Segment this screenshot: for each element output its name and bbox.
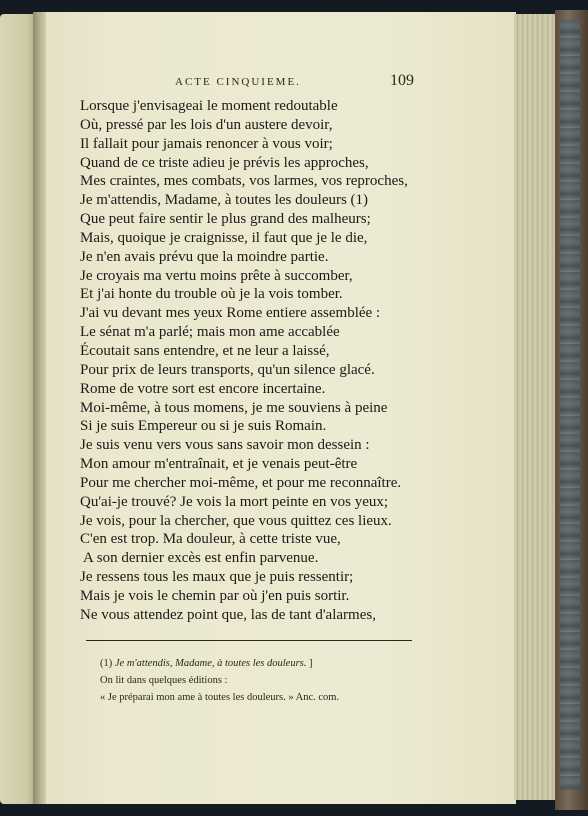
running-head: ACTE CINQUIEME. — [175, 76, 301, 88]
verse-line: Je ressens tous les maux que je puis ressentir; — [80, 569, 354, 586]
verse-line: Lorsque j'envisageai le moment redoutable — [80, 98, 338, 114]
verse-line: Il fallait pour jamais renoncer à vous voir; — [80, 135, 333, 152]
footnote-rule — [86, 640, 412, 641]
verse-line: Le sénat m'a parlé; mais mon ame accablée — [80, 324, 340, 341]
page-number: 109 — [390, 72, 414, 89]
verse-line: Je croyais ma vertu moins prête à succomber, — [80, 267, 353, 284]
verse-line: Je m'attendis, Madame, à toutes les douleurs (1) — [80, 192, 369, 209]
footnote-1 — [100, 655, 420, 672]
verse-line: Qu'ai-je trouvé? Je vois la mort peinte en vos yeux; — [80, 493, 389, 510]
verse-line: Mon amour m'entraînait, et je venais peut-être — [80, 456, 358, 473]
page-fore-edge — [514, 14, 556, 800]
footnote-marker: (1) — [100, 658, 113, 669]
verse-line: Rome de votre sort est encore incertaine. — [80, 380, 326, 397]
page-header — [80, 74, 414, 96]
verse-line: C'en est trop. Ma douleur, à cette triste vue, — [80, 531, 341, 548]
verse-line: Pour me chercher moi-même, et pour me reconnaître. — [80, 474, 402, 491]
verse-line: A son dernier excès est enfin parvenue. — [83, 550, 319, 567]
verse-line: Je suis venu vers vous sans savoir mon dessein : — [80, 437, 370, 454]
footnote-line: On lit dans quelques éditions : — [100, 675, 228, 686]
verse-line: Moi-même, à tous momens, je me souviens à peine — [80, 399, 388, 416]
verse-line: Mes craintes, mes combats, vos larmes, vos reproches, — [80, 173, 408, 190]
verse-line: Écoutait sans entendre, et ne leur a laissé, — [80, 342, 330, 359]
verse-line: Si je suis Empereur ou si je suis Romain. — [80, 418, 327, 435]
footnote-bracket: ] — [309, 658, 313, 669]
verse-line: Que peut faire sentir le plus grand des malheurs; — [80, 211, 371, 228]
verse-line: Je vois, pour la chercher, que vous quittez ces lieux. — [80, 512, 392, 529]
verse-line: Ne vous attendez point que, las de tant d'alarmes, — [80, 606, 376, 623]
verse-line: Pour prix de leurs transports, qu'un silence glacé. — [80, 361, 375, 378]
footnotes — [100, 655, 420, 706]
footnote-quote: Je m'attendis, Madame, à toutes les douleurs. — [114, 658, 307, 669]
verse-line: Où, pressé par les lois d'un austere devoir, — [80, 116, 333, 133]
verse-line: Mais je vois le chemin par où j'en puis sortir. — [80, 587, 350, 604]
verse-line: Mais, quoique je craignisse, il faut que je le die, — [80, 229, 368, 246]
verse-line: J'ai vu devant mes yeux Rome entiere assemblée : — [80, 305, 381, 322]
verse-block — [80, 97, 425, 625]
verse-line: Je n'en avais prévu que la moindre partie. — [80, 248, 329, 265]
verse-line: Et j'ai honte du trouble où je la vois tomber. — [80, 286, 343, 303]
marbled-cover-edge — [560, 20, 580, 790]
footnote-line: « Je préparai mon ame à toutes les douleurs. » Anc. com. — [100, 692, 340, 703]
verse-line: Quand de ce triste adieu je prévis les approches, — [80, 154, 369, 171]
